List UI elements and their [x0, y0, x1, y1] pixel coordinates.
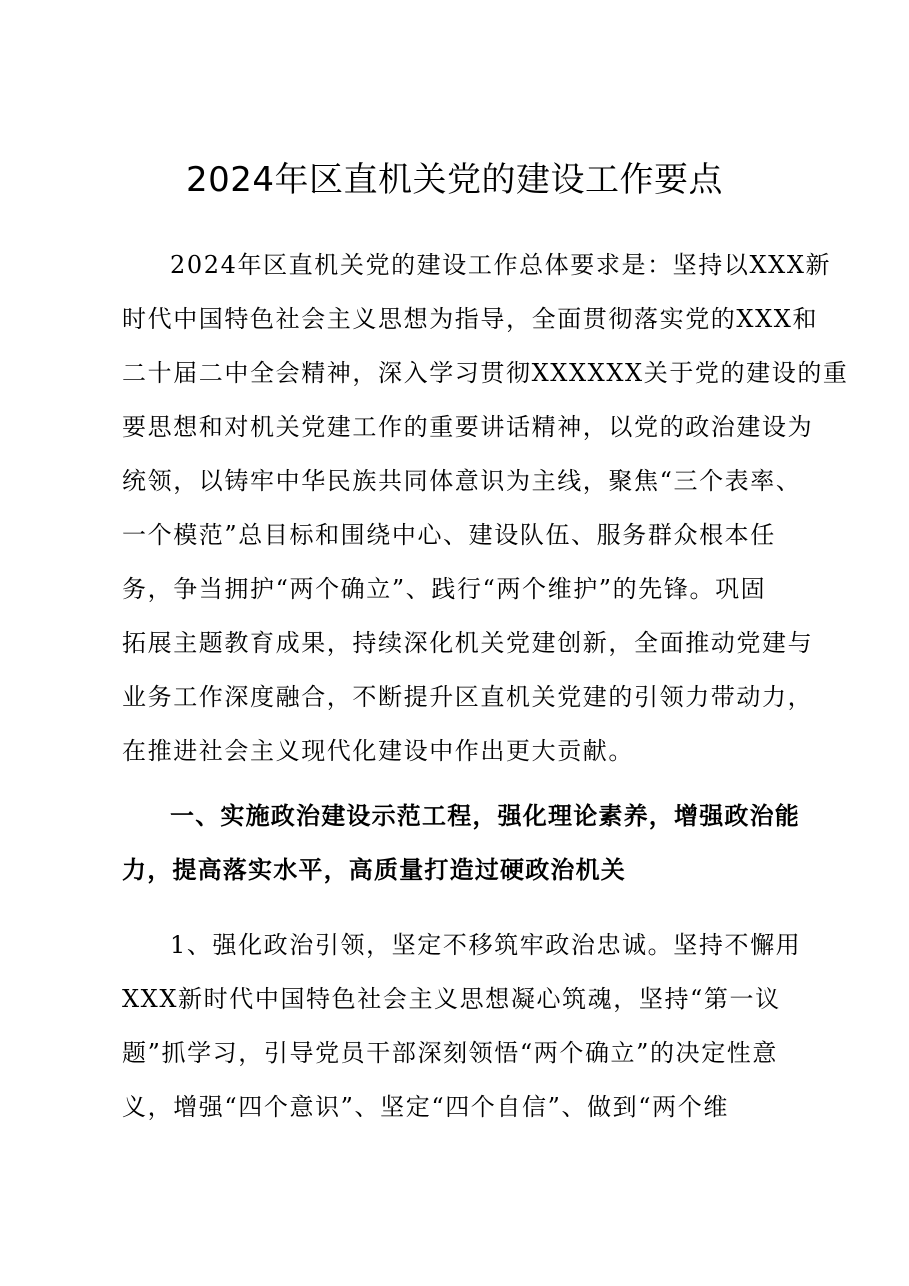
paragraph-line: 拓展主题教育成果，持续深化机关党建创新，全面推动党建与 — [122, 629, 814, 657]
paragraph-line: 业务工作深度融合，不断提升区直机关党建的引领力带动力， — [122, 683, 814, 711]
paragraph-line: 2024年区直机关党的建设工作总体要求是：坚持以XXX新 — [170, 251, 832, 279]
paragraph-line: 要思想和对机关党建工作的重要讲话精神，以党的政治建设为 — [122, 413, 814, 441]
paragraph-line: 二十届二中全会精神，深入学习贯彻XXXXXX关于党的建设的重 — [122, 359, 849, 387]
paragraph-line: 统领，以铸牢中华民族共同体意识为主线，聚焦“三个表率、 — [122, 467, 802, 495]
paragraph-line: XXX新时代中国特色社会主义思想凝心筑魂，坚持“第一议 — [122, 985, 781, 1013]
section-heading-line: 一、实施政治建设示范工程，强化理论素养，增强政治能 — [170, 802, 800, 830]
paragraph-line: 1、强化政治引领，坚定不移筑牢政治忠诚。坚持不懈用 — [170, 931, 802, 959]
paragraph-line: 一个模范”总目标和围绕中心、建设队伍、服务群众根本任 — [122, 521, 776, 549]
paragraph-line: 时代中国特色社会主义思想为指导，全面贯彻落实党的XXX和 — [122, 305, 819, 333]
paragraph-line: 在推进社会主义现代化建设中作出更大贡献。 — [122, 737, 634, 765]
paragraph-line: 义，增强“四个意识”、坚定“四个自信”、做到“两个维 — [122, 1093, 729, 1121]
document-title: 2024年区直机关党的建设工作要点 — [185, 160, 724, 200]
paragraph-line: 务，争当拥护“两个确立”、践行“两个维护”的先锋。巩固 — [122, 575, 767, 603]
section-heading-line: 力，提高落实水平，高质量打造过硬政治机关 — [122, 856, 626, 884]
paragraph-line: 题”抓学习，引导党员干部深刻领悟“两个确立”的决定性意 — [122, 1039, 779, 1067]
